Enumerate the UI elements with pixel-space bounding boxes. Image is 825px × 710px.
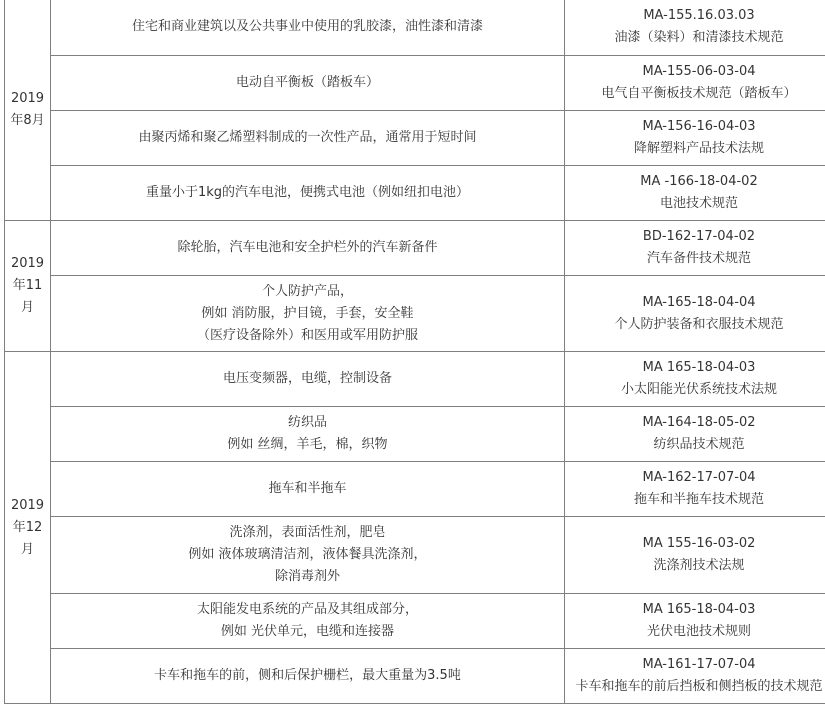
product-cell bbox=[51, 594, 565, 649]
product-text: 太阳能发电系统的产品及其组成部分， bbox=[196, 602, 418, 617]
table-row bbox=[5, 56, 825, 111]
product-text: 例如 液体玻璃清洁剂，液体餐具洗涤剂， bbox=[188, 547, 427, 562]
product-text: （医疗设备除外）和医用或军用防护服 bbox=[196, 327, 418, 343]
standard-code: MA 165-18-04-03 bbox=[642, 602, 756, 617]
table-row bbox=[5, 407, 825, 462]
product-text: 除轮胎，汽车电池和安全护栏外的汽车新备件 bbox=[177, 240, 438, 255]
standard-cell bbox=[565, 594, 825, 649]
standard-cell bbox=[565, 462, 825, 517]
product-cell bbox=[51, 649, 565, 704]
product-cell bbox=[51, 0, 565, 56]
product-text: 电动自平衡板（踏板车） bbox=[235, 75, 379, 90]
product-cell bbox=[51, 111, 565, 166]
date-year: 2019 bbox=[10, 497, 45, 513]
table-row bbox=[5, 0, 825, 56]
standard-cell bbox=[565, 111, 825, 166]
date-cell bbox=[5, 352, 51, 704]
standard-name: 光伏电池技术规则 bbox=[646, 624, 751, 639]
product-text: 由聚丙烯和聚乙烯塑料制成的一次性产品，通常用于短时间 bbox=[138, 130, 477, 145]
product-text: 卡车和拖车的前，侧和后保护栅栏，最大重量为3.5吨 bbox=[154, 668, 461, 683]
standard-name: 纺织品技术规范 bbox=[653, 437, 745, 452]
table-row bbox=[5, 594, 825, 649]
standard-name: 拖车和半拖车技术规范 bbox=[633, 492, 764, 507]
standard-name: 小太阳能光伏系统技术法规 bbox=[620, 382, 777, 397]
standard-code: MA 165-18-04-03 bbox=[642, 360, 756, 375]
product-text: 重量小于1kg的汽车电池，便携式电池（例如纽扣电池） bbox=[145, 185, 470, 200]
product-text: 住宅和商业建筑以及公共事业中使用的乳胶漆，油性漆和清漆 bbox=[131, 19, 483, 34]
standard-name: 电池技术规范 bbox=[659, 196, 738, 211]
table-row bbox=[5, 166, 825, 221]
standard-name: 汽车备件技术规范 bbox=[646, 251, 751, 266]
standard-cell bbox=[565, 276, 825, 352]
date-cell bbox=[5, 221, 51, 352]
product-text: 例如 消防服，护目镜，手套，安全鞋 bbox=[201, 305, 414, 321]
standard-code: MA-156-16-04-03 bbox=[642, 119, 756, 134]
standard-cell bbox=[565, 649, 825, 704]
product-cell bbox=[51, 56, 565, 111]
standard-code: MA-162-17-07-04 bbox=[642, 470, 756, 485]
table-row bbox=[5, 462, 825, 517]
table-row bbox=[5, 352, 825, 407]
standard-code: MA-164-18-05-02 bbox=[642, 415, 756, 430]
standard-code: MA -166-18-04-02 bbox=[640, 174, 758, 189]
table-row bbox=[5, 221, 825, 276]
product-cell bbox=[51, 352, 565, 407]
standard-name: 个人防护装备和衣服技术规范 bbox=[614, 316, 784, 332]
product-text: 个人防护产品， bbox=[261, 283, 353, 299]
standard-cell bbox=[565, 0, 825, 56]
table-row bbox=[5, 649, 825, 704]
standard-cell bbox=[565, 407, 825, 462]
product-cell bbox=[51, 517, 565, 594]
date-cell bbox=[5, 0, 51, 221]
date-month: 年8月 bbox=[10, 112, 45, 128]
regulation-table bbox=[4, 0, 825, 704]
product-cell bbox=[51, 462, 565, 517]
product-cell bbox=[51, 166, 565, 221]
standard-cell bbox=[565, 166, 825, 221]
product-cell bbox=[51, 221, 565, 276]
date-month: 年12 bbox=[12, 519, 43, 535]
standard-code: MA-155-06-03-04 bbox=[642, 64, 756, 79]
standard-cell bbox=[565, 221, 825, 276]
product-text: 例如 丝绸，羊毛，棉，织物 bbox=[227, 437, 388, 452]
standard-cell bbox=[565, 517, 825, 594]
product-text: 电压变频器，电缆，控制设备 bbox=[222, 371, 392, 386]
product-text: 除消毒剂外 bbox=[274, 569, 340, 584]
standard-code: BD-162-17-04-02 bbox=[642, 229, 756, 244]
table-row bbox=[5, 111, 825, 166]
date-year: 2019 bbox=[10, 90, 45, 106]
product-text: 拖车和半拖车 bbox=[268, 481, 347, 496]
product-cell bbox=[51, 276, 565, 352]
table-row bbox=[5, 517, 825, 594]
standard-code: MA-155.16.03.03 bbox=[643, 8, 755, 23]
date-month-suffix: 月 bbox=[20, 541, 34, 557]
standard-name: 油漆（染料）和清漆技术规范 bbox=[614, 30, 784, 45]
standard-code: MA-165-18-04-04 bbox=[642, 294, 756, 310]
standard-name: 降解塑料产品技术法规 bbox=[633, 141, 764, 156]
standard-name: 洗涤剂技术法规 bbox=[653, 558, 745, 573]
standard-cell bbox=[565, 352, 825, 407]
product-cell bbox=[51, 407, 565, 462]
product-text: 例如 光伏单元，电缆和连接器 bbox=[220, 624, 395, 639]
standard-cell bbox=[565, 56, 825, 111]
product-text: 洗涤剂，表面活性剂，肥皂 bbox=[229, 525, 386, 540]
product-text: 纺织品 bbox=[287, 415, 327, 430]
date-month: 年11 bbox=[12, 278, 43, 293]
standard-name: 卡车和拖车的前后挡板和侧挡板的技术规范 bbox=[575, 679, 823, 694]
date-month-suffix: 月 bbox=[20, 300, 34, 315]
date-year: 2019 bbox=[10, 256, 45, 271]
table-row bbox=[5, 276, 825, 352]
standard-name: 电气自平衡板技术规范（踏板车） bbox=[601, 86, 797, 101]
standard-code: MA 155-16-03-02 bbox=[642, 536, 756, 551]
standard-code: MA-161-17-07-04 bbox=[642, 657, 756, 672]
